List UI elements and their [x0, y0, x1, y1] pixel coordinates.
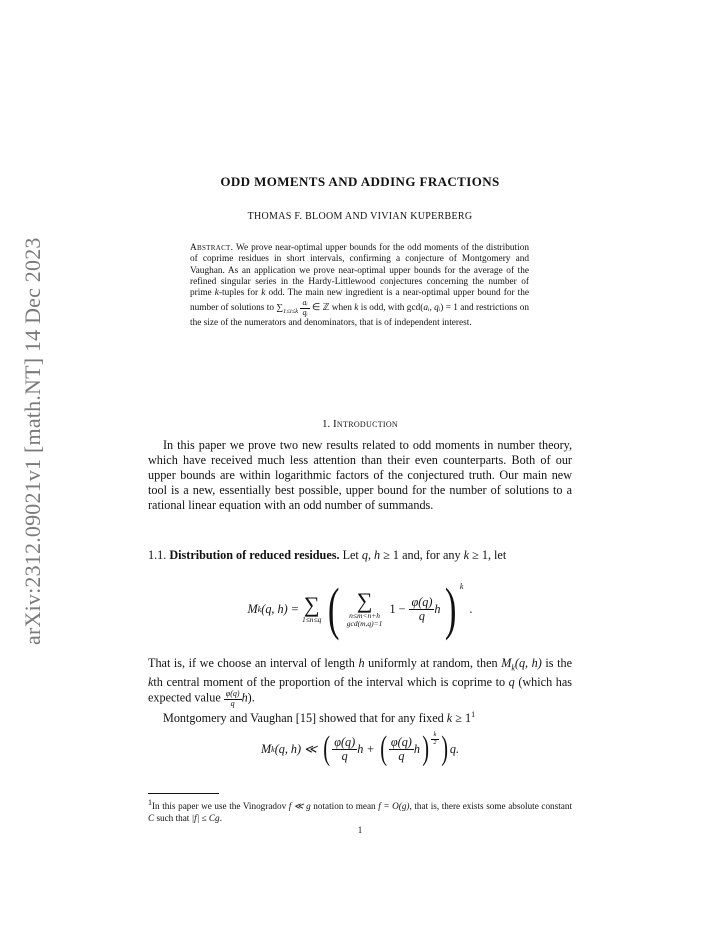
section-title: Introduction [332, 418, 399, 430]
p2-q: q [508, 675, 515, 690]
p2-mk-args: (q, h) [514, 656, 542, 670]
p2-fraction [224, 690, 242, 708]
intro-paragraph: In this paper we prove two new results related to odd moments in number theory, which have received much less attention than their even counterparts. Both of our upper bounds are within logarithmic factors of the conjectured truth. Our main new tool is a new, essentially best possible, upper bound for the number of solutions to a rational linear equation with an odd number of summands. [148, 438, 572, 512]
subsection-text: ≥ 1, let [469, 548, 507, 562]
p2-text: th central moment of the proportion of the interval which is coprime to [153, 675, 509, 690]
paragraph-interpretation [148, 656, 572, 708]
abstract-text: odd. The main new ingredient is a near-optimal upper bound for the number of solutions to [190, 288, 530, 314]
abstract-fraction [300, 299, 309, 317]
paragraph-montgomery-vaughan [148, 707, 572, 726]
footnote-text: , that is, there exists some absolute constant [409, 801, 573, 812]
footnote-text: notation to mean [310, 801, 379, 812]
p2-text: ). [247, 691, 255, 706]
p2-k: k [148, 675, 154, 690]
abstract-text: ∈ ℤ when [309, 303, 355, 314]
subsection-title: Distribution of reduced residues. [169, 548, 340, 562]
eq2-exponent-den: 2 [433, 738, 437, 746]
abstract-fraction-num: aᵢ [302, 298, 308, 308]
eq2-fraction-num: φ(q) [334, 734, 356, 749]
subsection-paragraph [148, 548, 572, 563]
p3-text: Montgomery and Vaughan [15] showed that for any fixed [163, 711, 447, 726]
p3-text: ≥ 1 [452, 711, 472, 726]
p2-mk: M [501, 656, 512, 670]
eq1-right-paren: ) [444, 576, 456, 641]
p2-ev-h: h [241, 691, 248, 706]
eq1-outer-sub: 1≤n≤q [301, 614, 322, 624]
eq2-exponent-num: k [431, 732, 438, 740]
eq2-inner-right-paren: ) [422, 730, 430, 767]
footnote-text: In this paper we use the Vinogradov [152, 801, 289, 812]
eq1-outer-sum: ∑ 1≤n≤q [301, 591, 322, 624]
abstract-text: is odd, with gcd( [358, 303, 424, 314]
p2-h: h [358, 656, 365, 670]
eq2-lhs-args: (q, h) ≪ [274, 741, 317, 756]
p2-fraction-den: q [230, 698, 235, 708]
eq2-fraction-1 [332, 736, 357, 763]
p2-text: uniformly at random, then [364, 656, 502, 670]
abstract-gcd-args: aᵢ, qᵢ [423, 303, 441, 314]
eq1-left-paren: ( [328, 576, 340, 641]
eq1-fraction-den: q [418, 608, 425, 623]
footnote-expr: f = O(g) [378, 801, 410, 812]
eq1-inner-sub: n≤m<n+h [349, 610, 381, 620]
p2-fraction-num: φ(q) [225, 689, 240, 699]
eq1-end: . [469, 601, 473, 616]
p2-text: That is, if we choose an interval of length [148, 656, 359, 670]
eq1-h: h [434, 601, 441, 616]
footnote-rule [148, 793, 219, 794]
eq1-fraction [409, 596, 434, 623]
footnote-text: . [219, 813, 222, 824]
eq2-right-paren: ) [440, 730, 448, 767]
footnote-number: 1 [148, 798, 152, 807]
abstract-k: k [354, 303, 359, 314]
eq1-inner-sub: gcd(m,q)=1 [346, 619, 383, 628]
section-number: 1. [321, 418, 331, 430]
eq2-lhs: M [260, 741, 272, 756]
eq2-h1: h + [357, 741, 375, 756]
p3-k: k [446, 711, 453, 726]
footnote-expr: |f| ≤ Cg [191, 813, 220, 824]
abstract-k: k [214, 288, 219, 299]
abstract-text: We prove near-optimal upper bounds for the odd moments of the distribution of coprime residues in short intervals, confirming a conjecture of Montgomery and Vaughan. As an application we prove near-optimal upper bounds for the average of the refined singular series in the Hardy-Littlewood conjectures concerning the number of prime [190, 243, 529, 299]
eq1-lhs: M [247, 601, 258, 616]
footnote-expr: C [148, 813, 155, 824]
subsection-number: 1.1. [148, 548, 167, 562]
section-heading [148, 418, 572, 430]
paper-authors: THOMAS F. BLOOM AND VIVIAN KUPERBERG [247, 211, 473, 222]
eq2-inner-left-paren: ( [379, 730, 387, 767]
footnote [148, 797, 572, 824]
abstract [190, 243, 529, 329]
subsection-var-k: k [463, 548, 470, 562]
abstract-k: k [261, 288, 266, 299]
eq2-h2: h [413, 741, 420, 756]
eq1-lhs-args: (q, h) = [261, 601, 299, 616]
abstract-text: ) = 1 and restrictions on the size of the numerators and denominators, that is of independent interest. [190, 303, 530, 328]
eq2-lhs-sub: k [271, 744, 275, 754]
abstract-label: Abstract. [190, 243, 234, 253]
eq1-fraction-num: φ(q) [411, 594, 433, 609]
abstract-fraction-den: qᵢ [302, 307, 308, 317]
abstract-sum-sub: 1≤i≤k [283, 308, 299, 316]
eq2-fraction-num: φ(q) [390, 734, 412, 749]
eq1-power: k [459, 582, 464, 591]
abstract-sum: ∑ [276, 303, 283, 314]
subsection-text: Let [339, 548, 362, 562]
subsection-vars: q, h [361, 548, 381, 562]
eq2-end: q. [449, 741, 460, 756]
arxiv-stamp: arXiv:2312.09021v1 [math.NT] 14 Dec 2023 [20, 237, 45, 645]
footnote-mark: 1 [471, 710, 476, 719]
eq1-lhs-sub: k [257, 604, 262, 614]
eq2-fraction-den: q [341, 748, 348, 763]
eq1-one: 1 − [389, 601, 406, 616]
subsection-text: ≥ 1 and, for any [380, 548, 464, 562]
equation-montgomery-vaughan-bound [148, 732, 572, 766]
p2-text: (which has expected value [148, 675, 572, 706]
abstract-text: -tuples for [218, 288, 262, 299]
footnote-expr: f ≪ g [288, 801, 311, 812]
eq1-inner-sum: ∑ n≤m<n+h gcd(m,q)=1 [346, 587, 383, 628]
eq2-fraction-2 [389, 736, 414, 763]
p2-text: is the [541, 656, 572, 670]
footnote-text: such that [154, 813, 192, 824]
equation-moment-definition [148, 576, 572, 641]
p2-mk-sub: k [511, 663, 515, 673]
eq2-left-paren: ( [323, 730, 330, 767]
eq2-exponent [431, 732, 438, 747]
paper-title: ODD MOMENTS AND ADDING FRACTIONS [220, 174, 500, 189]
eq2-fraction-den: q [398, 748, 405, 763]
page-number: 1 [357, 825, 363, 835]
